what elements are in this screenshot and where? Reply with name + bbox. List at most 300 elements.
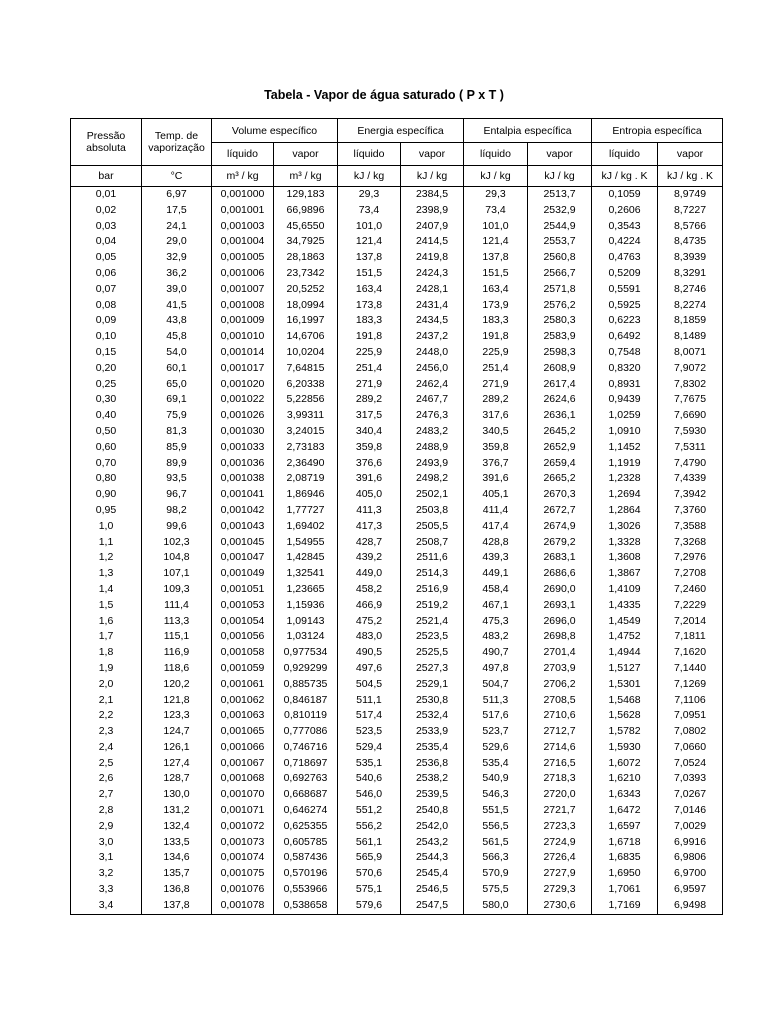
table-cell: 7,8302: [658, 377, 723, 393]
table-cell: 2527,3: [401, 661, 464, 677]
table-cell: 7,7675: [658, 392, 723, 408]
table-cell: 1,2694: [592, 487, 658, 503]
table-cell: 0,08: [71, 298, 142, 314]
table-row: [71, 424, 723, 440]
table-cell: 2,73183: [274, 440, 338, 456]
table-cell: 0,587436: [274, 850, 338, 866]
table-cell: 2718,3: [528, 771, 592, 787]
table-cell: 2508,7: [401, 535, 464, 551]
table-cell: 575,5: [464, 882, 528, 898]
table-cell: 191,8: [338, 329, 401, 345]
table-cell: 1,3: [71, 566, 142, 582]
table-cell: 2428,1: [401, 282, 464, 298]
table-cell: 546,0: [338, 787, 401, 803]
table-cell: 2,7: [71, 787, 142, 803]
table-cell: 2407,9: [401, 219, 464, 235]
table-cell: 133,5: [142, 835, 212, 851]
table-cell: 121,4: [464, 234, 528, 250]
table-cell: 1,2864: [592, 503, 658, 519]
table-cell: 417,3: [338, 519, 401, 535]
unit-cell: kJ / kg: [528, 166, 592, 187]
table-cell: 0,04: [71, 234, 142, 250]
table-cell: 2502,1: [401, 487, 464, 503]
header-energy: Energia específica: [338, 119, 464, 143]
table-cell: 8,2274: [658, 298, 723, 314]
table-cell: 497,8: [464, 661, 528, 677]
table-cell: 0,001041: [212, 487, 274, 503]
table-row: [71, 645, 723, 661]
table-cell: 2566,7: [528, 266, 592, 282]
table-cell: 2,3: [71, 724, 142, 740]
table-row: [71, 187, 723, 203]
table-cell: 1,09143: [274, 614, 338, 630]
table-cell: 7,2460: [658, 582, 723, 598]
table-row: [71, 819, 723, 835]
table-row: [71, 471, 723, 487]
table-row: [71, 313, 723, 329]
table-cell: 0,668687: [274, 787, 338, 803]
table-cell: 8,1489: [658, 329, 723, 345]
table-cell: 428,8: [464, 535, 528, 551]
table-cell: 1,9: [71, 661, 142, 677]
table-cell: 2514,3: [401, 566, 464, 582]
table-cell: 0,40: [71, 408, 142, 424]
table-cell: 0,001020: [212, 377, 274, 393]
table-cell: 124,7: [142, 724, 212, 740]
table-cell: 32,9: [142, 250, 212, 266]
table-cell: 0,001042: [212, 503, 274, 519]
table-cell: 134,6: [142, 850, 212, 866]
table-cell: 0,001059: [212, 661, 274, 677]
subheader-liquid: líquido: [212, 143, 274, 166]
table-cell: 556,2: [338, 819, 401, 835]
table-cell: 60,1: [142, 361, 212, 377]
table-cell: 2683,1: [528, 550, 592, 566]
table-row: [71, 361, 723, 377]
table-cell: 0,718697: [274, 756, 338, 772]
table-cell: 0,001004: [212, 234, 274, 250]
table-cell: 2434,5: [401, 313, 464, 329]
table-cell: 2690,0: [528, 582, 592, 598]
table-row: [71, 724, 723, 740]
table-cell: 0,03: [71, 219, 142, 235]
table-cell: 191,8: [464, 329, 528, 345]
table-cell: 7,1269: [658, 677, 723, 693]
table-cell: 116,9: [142, 645, 212, 661]
table-cell: 2720,0: [528, 787, 592, 803]
table-cell: 2701,4: [528, 645, 592, 661]
table-cell: 1,1452: [592, 440, 658, 456]
table-cell: 1,1919: [592, 456, 658, 472]
table-cell: 2523,5: [401, 629, 464, 645]
table-cell: 0,001001: [212, 203, 274, 219]
table-cell: 0,001071: [212, 803, 274, 819]
table-cell: 0,001006: [212, 266, 274, 282]
table-cell: 1,5782: [592, 724, 658, 740]
table-cell: 0,001062: [212, 693, 274, 709]
table-cell: 2536,8: [401, 756, 464, 772]
table-cell: 0,5209: [592, 266, 658, 282]
table-cell: 1,77727: [274, 503, 338, 519]
table-cell: 0,001045: [212, 535, 274, 551]
table-cell: 104,8: [142, 550, 212, 566]
table-cell: 7,2708: [658, 566, 723, 582]
table-cell: 0,001075: [212, 866, 274, 882]
table-row: [71, 456, 723, 472]
table-cell: 0,001010: [212, 329, 274, 345]
table-cell: 0,929299: [274, 661, 338, 677]
table-cell: 7,0267: [658, 787, 723, 803]
table-cell: 101,0: [338, 219, 401, 235]
header-entropy: Entropia específica: [592, 119, 723, 143]
table-cell: 2727,9: [528, 866, 592, 882]
table-row: [71, 519, 723, 535]
table-cell: 2,8: [71, 803, 142, 819]
table-cell: 411,3: [338, 503, 401, 519]
table-cell: 34,7925: [274, 234, 338, 250]
table-cell: 111,4: [142, 598, 212, 614]
table-cell: 1,5468: [592, 693, 658, 709]
table-cell: 580,0: [464, 898, 528, 914]
table-cell: 0,6492: [592, 329, 658, 345]
table-cell: 89,9: [142, 456, 212, 472]
table-cell: 0,810119: [274, 708, 338, 724]
table-cell: 0,001026: [212, 408, 274, 424]
table-cell: 2729,3: [528, 882, 592, 898]
table-cell: 0,001009: [212, 313, 274, 329]
table-cell: 2414,5: [401, 234, 464, 250]
table-cell: 0,885735: [274, 677, 338, 693]
table-cell: 0,25: [71, 377, 142, 393]
table-cell: 467,1: [464, 598, 528, 614]
table-cell: 1,5628: [592, 708, 658, 724]
table-cell: 2724,9: [528, 835, 592, 851]
table-cell: 317,6: [464, 408, 528, 424]
table-cell: 575,1: [338, 882, 401, 898]
table-cell: 0,15: [71, 345, 142, 361]
table-cell: 7,1106: [658, 693, 723, 709]
table-cell: 0,001051: [212, 582, 274, 598]
table-cell: 570,9: [464, 866, 528, 882]
table-cell: 561,5: [464, 835, 528, 851]
table-cell: 1,0: [71, 519, 142, 535]
table-cell: 7,0660: [658, 740, 723, 756]
subheader-vapor: vapor: [401, 143, 464, 166]
table-row: [71, 803, 723, 819]
table-cell: 109,3: [142, 582, 212, 598]
table-cell: 14,6706: [274, 329, 338, 345]
table-cell: 0,20: [71, 361, 142, 377]
table-cell: 99,6: [142, 519, 212, 535]
table-cell: 6,97: [142, 187, 212, 203]
table-cell: 73,4: [338, 203, 401, 219]
table-cell: 1,5930: [592, 740, 658, 756]
table-cell: 2538,2: [401, 771, 464, 787]
table-cell: 2,0: [71, 677, 142, 693]
table-cell: 7,6690: [658, 408, 723, 424]
table-cell: 2708,5: [528, 693, 592, 709]
table-cell: 18,0994: [274, 298, 338, 314]
table-cell: 6,9916: [658, 835, 723, 851]
table-cell: 2686,6: [528, 566, 592, 582]
table-cell: 0,70: [71, 456, 142, 472]
table-cell: 0,2606: [592, 203, 658, 219]
table-cell: 2,9: [71, 819, 142, 835]
table-row: [71, 787, 723, 803]
table-cell: 8,7227: [658, 203, 723, 219]
table-cell: 566,3: [464, 850, 528, 866]
table-cell: 1,6718: [592, 835, 658, 851]
table-cell: 2696,0: [528, 614, 592, 630]
table-cell: 0,001063: [212, 708, 274, 724]
table-cell: 3,24015: [274, 424, 338, 440]
table-cell: 2535,4: [401, 740, 464, 756]
table-cell: 0,1059: [592, 187, 658, 203]
table-cell: 1,6343: [592, 787, 658, 803]
table-cell: 0,09: [71, 313, 142, 329]
table-cell: 2540,8: [401, 803, 464, 819]
table-cell: 271,9: [338, 377, 401, 393]
table-cell: 1,5127: [592, 661, 658, 677]
table-cell: 65,0: [142, 377, 212, 393]
table-cell: 2498,2: [401, 471, 464, 487]
table-cell: 101,0: [464, 219, 528, 235]
table-cell: 2476,3: [401, 408, 464, 424]
table-cell: 0,001017: [212, 361, 274, 377]
table-row: [71, 566, 723, 582]
table-cell: 10,0204: [274, 345, 338, 361]
table-cell: 1,4752: [592, 629, 658, 645]
table-cell: 1,6072: [592, 756, 658, 772]
table-cell: 0,001058: [212, 645, 274, 661]
table-row: [71, 219, 723, 235]
table-cell: 535,1: [338, 756, 401, 772]
header-volume: Volume específico: [212, 119, 338, 143]
table-row: [71, 598, 723, 614]
unit-cell: bar: [71, 166, 142, 187]
subheader-liquid: líquido: [464, 143, 528, 166]
table-cell: 475,3: [464, 614, 528, 630]
table-cell: 2672,7: [528, 503, 592, 519]
table-cell: 7,5311: [658, 440, 723, 456]
table-cell: 497,6: [338, 661, 401, 677]
table-cell: 136,8: [142, 882, 212, 898]
table-cell: 7,3942: [658, 487, 723, 503]
table-cell: 0,001007: [212, 282, 274, 298]
table-cell: 0,001072: [212, 819, 274, 835]
table-cell: 289,2: [464, 392, 528, 408]
header-pressure: Pressão absoluta: [71, 119, 142, 166]
table-cell: 2543,2: [401, 835, 464, 851]
table-cell: 173,8: [338, 298, 401, 314]
table-cell: 490,7: [464, 645, 528, 661]
table-row: [71, 392, 723, 408]
table-cell: 0,5925: [592, 298, 658, 314]
table-cell: 0,001061: [212, 677, 274, 693]
table-cell: 579,6: [338, 898, 401, 914]
table-cell: 36,2: [142, 266, 212, 282]
table-body: [71, 187, 723, 915]
table-cell: 466,9: [338, 598, 401, 614]
table-cell: 137,8: [464, 250, 528, 266]
table-cell: 0,001076: [212, 882, 274, 898]
table-cell: 391,6: [464, 471, 528, 487]
table-cell: 113,3: [142, 614, 212, 630]
table-cell: 2608,9: [528, 361, 592, 377]
table-cell: 551,2: [338, 803, 401, 819]
table-cell: 449,0: [338, 566, 401, 582]
table-cell: 7,0146: [658, 803, 723, 819]
table-cell: 340,5: [464, 424, 528, 440]
table-cell: 0,605785: [274, 835, 338, 851]
table-cell: 7,3588: [658, 519, 723, 535]
table-cell: 0,001073: [212, 835, 274, 851]
table-row: [71, 440, 723, 456]
table-cell: 449,1: [464, 566, 528, 582]
table-cell: 2488,9: [401, 440, 464, 456]
table-cell: 2483,2: [401, 424, 464, 440]
table-cell: 225,9: [464, 345, 528, 361]
table-cell: 126,1: [142, 740, 212, 756]
table-cell: 3,4: [71, 898, 142, 914]
table-cell: 529,4: [338, 740, 401, 756]
table-cell: 7,3760: [658, 503, 723, 519]
table-cell: 121,4: [338, 234, 401, 250]
table-row: [71, 708, 723, 724]
table-cell: 1,42845: [274, 550, 338, 566]
table-cell: 523,5: [338, 724, 401, 740]
table-cell: 2424,3: [401, 266, 464, 282]
table-row: [71, 771, 723, 787]
table-cell: 1,7061: [592, 882, 658, 898]
table-row: [71, 203, 723, 219]
table-cell: 0,538658: [274, 898, 338, 914]
table-cell: 6,9597: [658, 882, 723, 898]
table-cell: 6,9806: [658, 850, 723, 866]
table-cell: 102,3: [142, 535, 212, 551]
table-cell: 2560,8: [528, 250, 592, 266]
table-cell: 7,0524: [658, 756, 723, 772]
table-cell: 1,2328: [592, 471, 658, 487]
table-cell: 20,5252: [274, 282, 338, 298]
table-cell: 1,69402: [274, 519, 338, 535]
table-cell: 8,4735: [658, 234, 723, 250]
table-cell: 0,05: [71, 250, 142, 266]
table-cell: 483,2: [464, 629, 528, 645]
table-cell: 8,3939: [658, 250, 723, 266]
table-cell: 1,23665: [274, 582, 338, 598]
table-cell: 1,6597: [592, 819, 658, 835]
table-cell: 0,001053: [212, 598, 274, 614]
table-cell: 173,9: [464, 298, 528, 314]
table-cell: 0,4224: [592, 234, 658, 250]
table-cell: 2448,0: [401, 345, 464, 361]
table-cell: 2670,3: [528, 487, 592, 503]
table-cell: 439,2: [338, 550, 401, 566]
table-cell: 0,001003: [212, 219, 274, 235]
table-cell: 405,0: [338, 487, 401, 503]
table-cell: 2,36490: [274, 456, 338, 472]
table-cell: 7,64815: [274, 361, 338, 377]
table-cell: 7,1440: [658, 661, 723, 677]
table-cell: 2576,2: [528, 298, 592, 314]
subheader-liquid: líquido: [592, 143, 658, 166]
header-enthalpy: Entalpia específica: [464, 119, 592, 143]
table-cell: 183,3: [338, 313, 401, 329]
table-cell: 7,2229: [658, 598, 723, 614]
table-cell: 3,1: [71, 850, 142, 866]
table-cell: 2693,1: [528, 598, 592, 614]
table-cell: 0,4763: [592, 250, 658, 266]
table-cell: 1,4944: [592, 645, 658, 661]
table-cell: 130,0: [142, 787, 212, 803]
table-cell: 251,4: [338, 361, 401, 377]
table-cell: 129,183: [274, 187, 338, 203]
table-cell: 3,99311: [274, 408, 338, 424]
table-cell: 529,6: [464, 740, 528, 756]
table-cell: 0,001074: [212, 850, 274, 866]
table-cell: 1,3867: [592, 566, 658, 582]
table-cell: 391,6: [338, 471, 401, 487]
table-cell: 417,4: [464, 519, 528, 535]
table-cell: 163,4: [338, 282, 401, 298]
table-cell: 2636,1: [528, 408, 592, 424]
table-cell: 1,15936: [274, 598, 338, 614]
table-cell: 1,86946: [274, 487, 338, 503]
table-cell: 0,001056: [212, 629, 274, 645]
table-row: [71, 266, 723, 282]
table-cell: 0,001000: [212, 187, 274, 203]
table-cell: 2598,3: [528, 345, 592, 361]
table-cell: 7,9072: [658, 361, 723, 377]
table-cell: 135,7: [142, 866, 212, 882]
table-row: [71, 677, 723, 693]
table-cell: 428,7: [338, 535, 401, 551]
table-cell: 0,001067: [212, 756, 274, 772]
table-cell: 7,2014: [658, 614, 723, 630]
table-cell: 2542,0: [401, 819, 464, 835]
table-cell: 2521,4: [401, 614, 464, 630]
table-cell: 1,54955: [274, 535, 338, 551]
table-cell: 2716,5: [528, 756, 592, 772]
table-cell: 1,7: [71, 629, 142, 645]
table-cell: 2721,7: [528, 803, 592, 819]
table-cell: 540,9: [464, 771, 528, 787]
table-cell: 163,4: [464, 282, 528, 298]
table-cell: 6,9700: [658, 866, 723, 882]
table-cell: 0,001068: [212, 771, 274, 787]
table-cell: 2431,4: [401, 298, 464, 314]
table-cell: 2532,9: [528, 203, 592, 219]
table-cell: 0,95: [71, 503, 142, 519]
table-cell: 24,1: [142, 219, 212, 235]
table-cell: 271,9: [464, 377, 528, 393]
subheader-vapor: vapor: [658, 143, 723, 166]
table-cell: 2544,9: [528, 219, 592, 235]
table-cell: 1,32541: [274, 566, 338, 582]
table-row: [71, 582, 723, 598]
table-cell: 132,4: [142, 819, 212, 835]
unit-cell: kJ / kg . K: [592, 166, 658, 187]
table-cell: 2467,7: [401, 392, 464, 408]
table-cell: 8,1859: [658, 313, 723, 329]
table-row: [71, 693, 723, 709]
table-cell: 2703,9: [528, 661, 592, 677]
table-cell: 2679,2: [528, 535, 592, 551]
table-cell: 570,6: [338, 866, 401, 882]
table-cell: 359,8: [338, 440, 401, 456]
table-cell: 151,5: [464, 266, 528, 282]
